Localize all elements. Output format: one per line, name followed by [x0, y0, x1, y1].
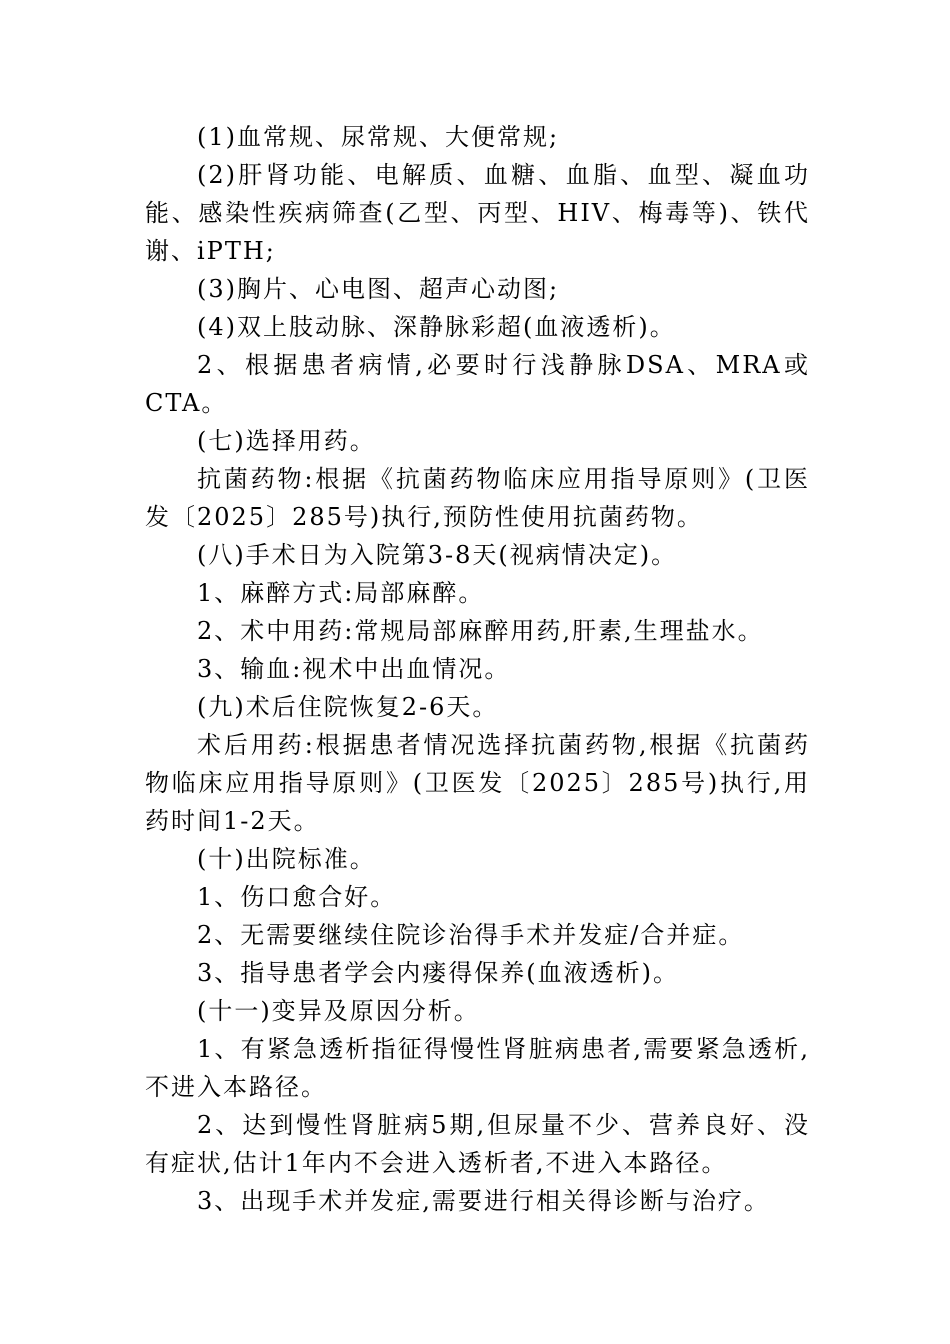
section-heading-medication: (七)选择用药。 — [197, 427, 376, 455]
discharge-criterion-wound: 1、伤口愈合好。 — [197, 883, 397, 911]
optional-tests: 2、根据患者病情,必要时行浅静脉DSA、MRA或CTA。 — [145, 351, 810, 417]
section-heading-recovery: (九)术后住院恢复2-6天。 — [197, 693, 499, 721]
section-heading-surgery-day: (八)手术日为入院第3-8天(视病情决定)。 — [197, 541, 678, 569]
blood-transfusion: 3、输血:视术中出血情况。 — [197, 655, 511, 683]
lab-tests-routine: (1)血常规、尿常规、大便常规; — [197, 123, 560, 151]
lab-tests-imaging: (3)胸片、心电图、超声心动图; — [197, 275, 560, 303]
variation-ckd-stage5: 2、达到慢性肾脏病5期,但尿量不少、营养良好、没有症状,估计1年内不会进入透析者,不进入本路径。 — [145, 1111, 810, 1177]
section-heading-variation: (十一)变异及原因分析。 — [197, 997, 480, 1025]
document-page — [145, 118, 810, 1220]
variation-complications: 3、出现手术并发症,需要进行相关得诊断与治疗。 — [197, 1187, 770, 1215]
anesthesia-method: 1、麻醉方式:局部麻醉。 — [197, 579, 485, 607]
lab-tests-biochemistry: (2)肝肾功能、电解质、血糖、血脂、血型、凝血功能、感染性疾病筛查(乙型、丙型、HIV、梅毒等)、铁代谢、iPTH; — [145, 161, 810, 265]
lab-tests-ultrasound: (4)双上肢动脉、深静脉彩超(血液透析)。 — [197, 313, 676, 341]
variation-emergency-dialysis: 1、有紧急透析指征得慢性肾脏病患者,需要紧急透析,不进入本路径。 — [145, 1035, 810, 1101]
section-heading-discharge: (十)出院标准。 — [197, 845, 376, 873]
postoperative-medication: 术后用药:根据患者情况选择抗菌药物,根据《抗菌药物临床应用指导原则》(卫医发〔2025〕285号)执行,用药时间1-2天。 — [145, 731, 810, 835]
intraoperative-medication: 2、术中用药:常规局部麻醉用药,肝素,生理盐水。 — [197, 617, 764, 645]
discharge-criterion-complications: 2、无需要继续住院诊治得手术并发症/合并症。 — [197, 921, 745, 949]
antibiotics-paragraph: 抗菌药物:根据《抗菌药物临床应用指导原则》(卫医发〔2025〕285号)执行,预防性使用抗菌药物。 — [145, 465, 810, 531]
discharge-criterion-fistula-care: 3、指导患者学会内瘘得保养(血液透析)。 — [197, 959, 679, 987]
